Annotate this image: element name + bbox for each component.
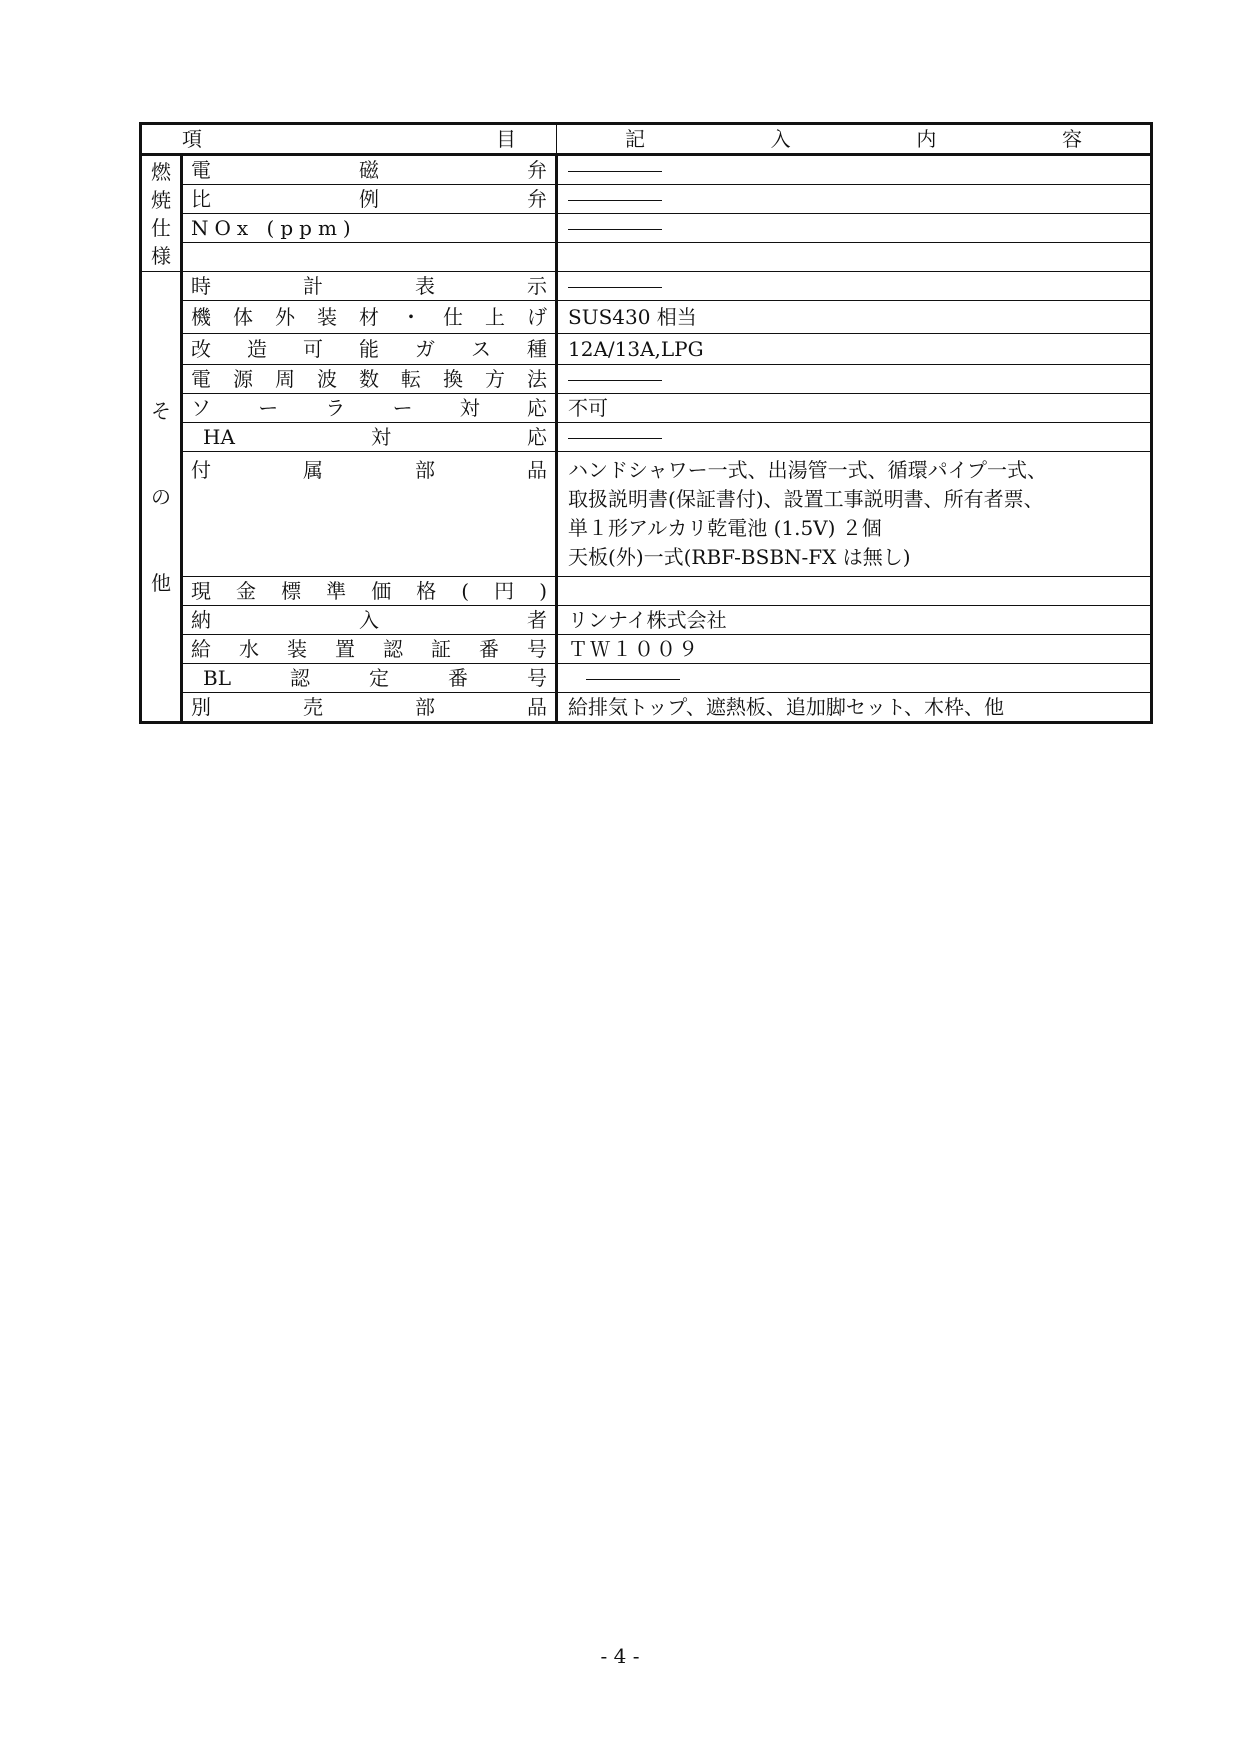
item-label: BL認定番号	[182, 664, 557, 693]
table-row	[141, 334, 1152, 365]
table-row	[141, 664, 1152, 693]
specification-table	[139, 122, 1153, 724]
table-row	[141, 155, 1152, 185]
dash-line	[568, 171, 662, 172]
text-line: 取扱説明書(保証書付)、設置工事説明書、所有者票、	[568, 487, 1044, 511]
header-content: 記 入 内 容	[557, 124, 1152, 155]
item-label: 現金標準価格(円)	[182, 577, 557, 606]
item-label	[182, 243, 557, 272]
item-label: 電源周波数転換方法	[182, 365, 557, 394]
dash-line	[568, 200, 662, 201]
item-value	[557, 155, 1152, 185]
item-label: 機体外装材・仕上げ	[182, 301, 557, 334]
text-line: 単１形アルカリ乾電池 (1.5V) ２個	[568, 516, 882, 540]
table-row	[141, 452, 1152, 577]
item-value: リンナイ株式会社	[557, 606, 1152, 635]
table-row	[141, 243, 1152, 272]
item-value	[557, 664, 1152, 693]
table-row	[141, 214, 1152, 243]
item-value	[557, 214, 1152, 243]
table-row	[141, 272, 1152, 301]
item-value	[557, 365, 1152, 394]
table-row	[141, 423, 1152, 452]
table-row	[141, 606, 1152, 635]
item-value	[557, 272, 1152, 301]
table-row	[141, 693, 1152, 723]
item-label: 改造可能ガス種	[182, 334, 557, 365]
item-label: 電磁弁	[182, 155, 557, 185]
item-label: 給水装置認証番号	[182, 635, 557, 664]
item-label: 付属部品	[182, 452, 557, 577]
dash-line	[568, 380, 662, 381]
page-number: - 4 -	[600, 1644, 640, 1668]
item-value	[557, 577, 1152, 606]
header-item: 項 目	[141, 124, 557, 155]
item-value: 給排気トップ、遮熱板、追加脚セット、木枠、他	[557, 693, 1152, 723]
table-row	[141, 394, 1152, 423]
item-value	[557, 185, 1152, 214]
item-label: ソーラー対応	[182, 394, 557, 423]
item-value: SUS430 相当	[557, 301, 1152, 334]
item-value	[557, 243, 1152, 272]
dash-line	[586, 679, 680, 680]
table-row	[141, 365, 1152, 394]
table-row	[141, 635, 1152, 664]
text-line: 天板(外)一式(RBF-BSBN-FX は無し)	[568, 545, 911, 569]
dash-line	[568, 287, 662, 288]
item-label: 別売部品	[182, 693, 557, 723]
table-row	[141, 577, 1152, 606]
text-line: ハンドシャワー一式、出湯管一式、循環パイプ一式、	[568, 458, 1048, 482]
item-value: ＴＷ１００９	[557, 635, 1152, 664]
item-label: HA対応	[182, 423, 557, 452]
dash-line	[568, 438, 662, 439]
item-label: 時計表示	[182, 272, 557, 301]
dash-line	[568, 229, 662, 230]
item-label: 比例弁	[182, 185, 557, 214]
item-value	[557, 452, 1152, 577]
item-value: 12A/13A,LPG	[557, 334, 1152, 365]
table-row	[141, 185, 1152, 214]
group-label-combustion: 燃 焼 仕 様	[141, 155, 182, 272]
item-label: NOx (ppm)	[182, 214, 557, 243]
item-value: 不可	[557, 394, 1152, 423]
header-row	[141, 124, 1152, 155]
group-label-other: そ の 他	[141, 272, 182, 723]
item-label: 納入者	[182, 606, 557, 635]
item-value	[557, 423, 1152, 452]
table-row	[141, 301, 1152, 334]
